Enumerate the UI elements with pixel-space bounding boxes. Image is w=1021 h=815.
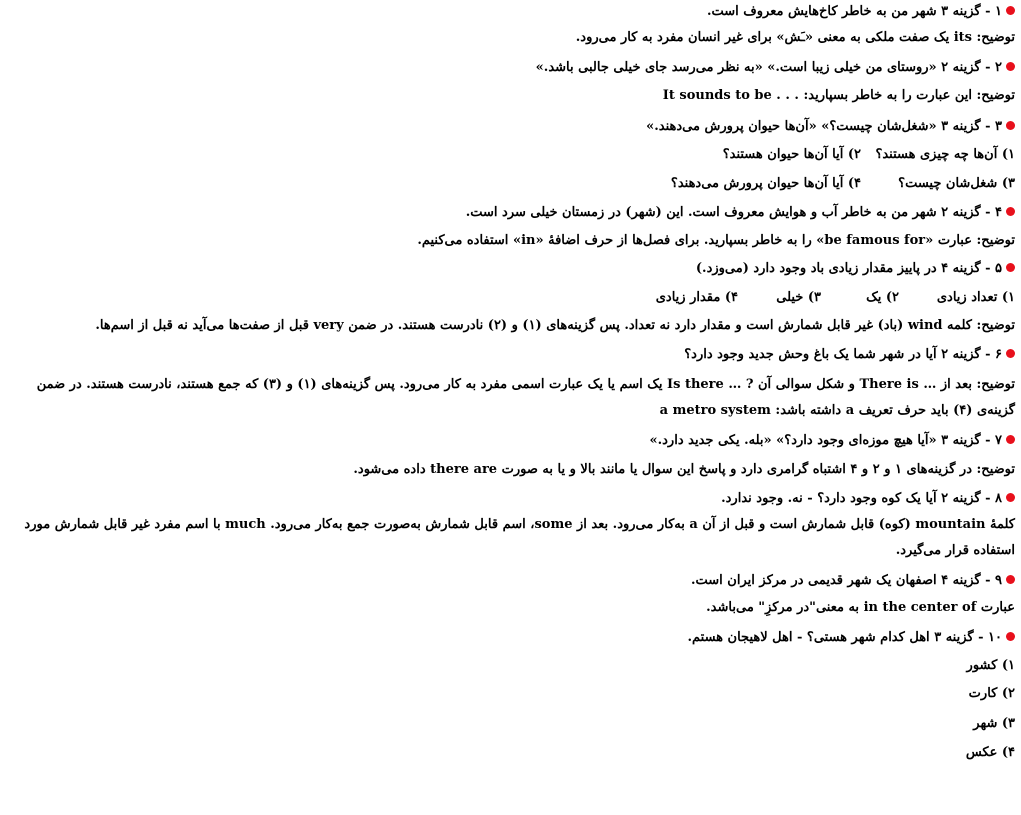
bullet-icon [1006, 207, 1015, 216]
item-6-answer: ۶ - گزینه ۲ آیا در شهر شما یک باغ وحش جدید وجود دارد؟ [6, 347, 1015, 363]
item-8-answer: ۸ - گزینه ۲ آیا یک کوه وجود دارد؟ - نه. وجود ندارد. [6, 491, 1015, 507]
item-5-option-4: ۴) مقدار زیادی [655, 290, 738, 305]
item-3-answer: ۳ - گزینه ۳ «شغل‌شان چیست؟» «آن‌ها حیوان پرورش می‌دهند.» [6, 119, 1015, 135]
item-5-answer: ۵ - گزینه ۴ در پاییز مقدار زیادی باد وجود دارد (می‌وزد.) [6, 261, 1015, 277]
item-3-option-1: ۱) آن‌ها چه چیزی هستند؟ [875, 147, 1015, 162]
item-10-answer: ۱۰ - گزینه ۳ اهل کدام شهر هستی؟ - اهل لاهیجان هستم. [6, 630, 1015, 646]
bullet-icon [1006, 632, 1015, 641]
bullet-icon [1006, 575, 1015, 584]
item-5-option-2: ۲) یک [866, 290, 899, 305]
item-10-option-4: ۴) عکس [965, 745, 1015, 760]
item-7-answer: ۷ - گزینه ۳ «آیا هیچ موزه‌ای وجود دارد؟» «بله. یکی جدید دارد.» [6, 433, 1015, 449]
bullet-icon [1006, 435, 1015, 444]
item-3-option-4: ۴) آیا آن‌ها حیوان پرورش می‌دهند؟ [670, 176, 861, 191]
item-1-answer: ۱ - گزینه ۳ شهر من به خاطر کاخ‌هایش معروف است. [6, 4, 1015, 20]
item-10-option-3: ۳) شهر [973, 716, 1015, 731]
item-2-note: توضیح: این عبارت را به خاطر بسپارید: . . . It sounds to be [662, 88, 1015, 103]
bullet-icon [1006, 349, 1015, 358]
item-3-option-3: ۳) شغل‌شان چیست؟ [898, 176, 1015, 191]
bullet-icon [1006, 121, 1015, 130]
item-5-note: توضیح: کلمه wind (باد) غیر قابل شمارش است و مقدار دارد نه تعداد. پس گزینه‌های (۱) و (۲) نادرست هستند. در ضمن very قبل از صفت‌ها می‌آید نه قبل از اسم‌ها. [95, 318, 1015, 333]
item-2-answer: ۲ - گزینه ۲ «روستای من خیلی زیبا است.» «به نظر می‌رسد جای خیلی جالبی باشد.» [6, 60, 1015, 76]
bullet-icon [1006, 62, 1015, 71]
item-9-answer: ۹ - گزینه ۴ اصفهان یک شهر قدیمی در مرکز ایران است. [6, 573, 1015, 589]
item-1-note: توضیح: its یک صفت ملکی به معنی «ـَش» برای غیر انسان مفرد به کار می‌رود. [575, 30, 1015, 45]
item-10-option-2: ۲) کارت [968, 686, 1015, 701]
item-5-option-1: ۱) تعداد زیادی [936, 290, 1015, 305]
item-6-note: توضیح: بعد از … There is و شکل سوالی آن ? … Is there یک اسم یا یک عبارت اسمی مفرد به کار می‌رود. پس گزینه‌های (۱) و (۳) که جمع هستند، نادرست هستند. در ضمن گزینه‌ی (۴) باید حرف تعریف a داشته باشد: a metro system [36, 377, 1015, 418]
item-10-option-1: ۱) کشور [966, 658, 1015, 673]
item-3-option-2: ۲) آیا آن‌ها حیوان هستند؟ [722, 147, 861, 162]
bullet-icon [1006, 6, 1015, 15]
item-4-note: توضیح: عبارت «be famous for» را به خاطر بسپارید. برای فصل‌ها از حرف اضافهٔ «in» استفاده می‌کنیم. [417, 233, 1015, 248]
item-4-answer: ۴ - گزینه ۲ شهر من به خاطر آب و هوایش معروف است. این (شهر) در زمستان خیلی سرد است. [6, 205, 1015, 221]
item-5-option-3: ۳) خیلی [776, 290, 821, 305]
bullet-icon [1006, 493, 1015, 502]
item-9-note: عبارت in the center of به معنی"در مرکزِ" می‌باشد. [706, 600, 1015, 615]
bullet-icon [1006, 263, 1015, 272]
item-7-note: توضیح: در گزینه‌های ۱ و ۲ و ۴ اشتباه گرامری دارد و پاسخ این سوال یا مانند بالا و یا به صورت there are داده می‌شود. [353, 462, 1015, 477]
item-8-note: کلمهٔ mountain (کوه) قابل شمارش است و قبل از آن a به‌کار می‌رود. بعد از some، اسم قابل شمارش به‌صورت جمع به‌کار می‌رود. much با اسم مفرد غیر قابل شمارش مورد استفاده قرار می‌گیرد. [24, 517, 1015, 558]
